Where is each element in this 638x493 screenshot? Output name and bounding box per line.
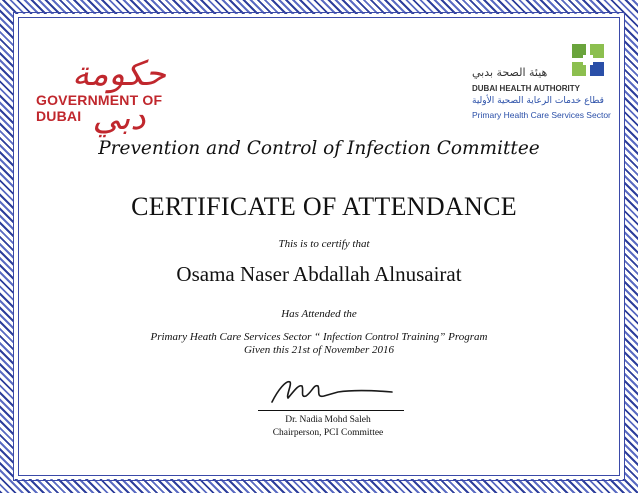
committee-heading: Prevention and Control of Infection Committee [98, 138, 540, 159]
signatory-name: Dr. Nadia Mohd Saleh [285, 415, 371, 425]
dha-sector-english: Primary Health Care Services Sector [472, 110, 611, 120]
dha-arabic-name: هيئة الصحة بدبي [472, 66, 548, 79]
government-of-dubai-logo [34, 52, 204, 138]
gov-arabic-calligraphy: حكومة دبي [72, 54, 166, 138]
certify-text: This is to certify that [278, 238, 370, 250]
handwritten-signature [268, 372, 398, 408]
given-date-text: Given this 21st of November 2016 [243, 344, 394, 356]
recipient-name: Osama Naser Abdallah Alnusairat [176, 262, 462, 286]
dubai-health-authority-logo [462, 40, 622, 130]
signatory-title: Chairperson, PCI Committee [272, 428, 384, 438]
gov-english-name: GOVERNMENT OF DUBAI [36, 92, 163, 124]
program-text: Primary Heath Care Services Sector “ Infection Control Training” Program [150, 331, 488, 343]
signature-line [258, 410, 404, 411]
signatory-block [228, 414, 428, 440]
attended-text: Has Attended the [281, 308, 357, 320]
dha-english-name: DUBAI HEALTH AUTHORITY [472, 84, 580, 93]
dha-sector-arabic: قطاع خدمات الرعاية الصحية الأولية [472, 96, 604, 106]
certificate-title: CERTIFICATE OF ATTENDANCE [131, 192, 517, 221]
